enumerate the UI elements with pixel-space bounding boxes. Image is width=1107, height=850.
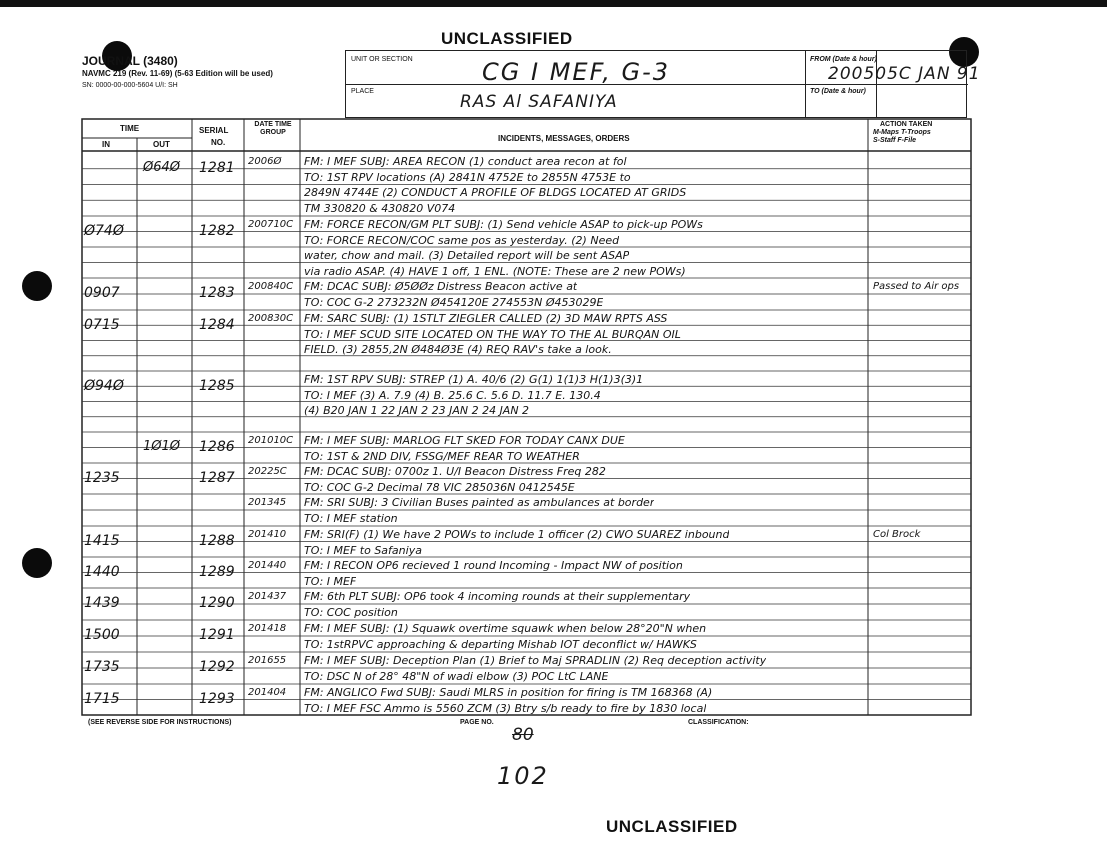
action-taken: Col Brock [873,529,921,540]
message-line: water, chow and mail. (3) Detailed report will be sent ASAP [304,249,630,262]
unit-label: UNIT OR SECTION [351,56,413,63]
message-line: FM: I MEF SUBJ: AREA RECON (1) conduct area recon at fol [304,155,627,168]
time-in: 1715 [84,690,120,707]
date-time-group: 200710C [248,219,294,230]
time-out: 1Ø1Ø [143,438,181,454]
serial-number: 1283 [199,285,235,301]
date-time-group: 200840C [248,281,294,292]
place-label: PLACE [351,88,374,95]
message-line: FM: SRI SUBJ: 3 Civilian Buses painted as ambulances at border [304,496,655,509]
message-line: FM: I RECON OP6 recieved 1 round Incoming - Impact NW of position [304,559,683,572]
from-value: 200505C JAN 91 [828,64,981,84]
time-in: Ø94Ø [84,378,124,394]
place-value: RAS Al SAFANIYA [460,92,618,112]
time-in: 1735 [84,659,120,675]
time-in: 1439 [84,595,120,611]
message-line: TO: DSC N of 28° 48"N of wadi elbow (3) POC LtC LANE [304,669,609,683]
message-line: TO: COC G-2 273232N Ø454120E 274553N Ø453029E [304,295,604,309]
message-line: (4) B20 JAN 1 22 JAN 2 23 JAN 2 24 JAN 2 [304,404,530,417]
message-line: TO: 1ST RPV locations (A) 2841N 4752E to 2855N 4753E to [304,170,631,184]
col-action-codes-1: M-Maps T-Troops [873,129,931,136]
message-line: TO: COC G-2 Decimal 78 VIC 285036N 0412545E [304,480,575,494]
serial-number: 1281 [199,160,235,176]
message-line: FIELD. (3) 2855,2N Ø484Ø3E (4) REQ RAV's take a look. [304,343,612,356]
time-in: 1440 [84,563,120,580]
message-line: FM: ANGLICO Fwd SUBJ: Saudi MLRS in position for firing is TM 168368 (A) [304,686,713,699]
message-line: FM: SARC SUBJ: (1) 1STLT ZIEGLER CALLED (2) 3D MAW RPTS ASS [304,312,668,325]
message-line: TO: FORCE RECON/COC same pos as yesterday. (2) Need [304,233,620,247]
serial-number: 1288 [199,532,235,549]
col-incidents: INCIDENTS, MESSAGES, ORDERS [498,134,630,143]
serial-number: 1292 [199,659,235,675]
message-line: TO: 1ST & 2ND DIV, FSSG/MEF REAR TO WEATHER [304,449,580,463]
date-time-group: 201410 [248,529,287,540]
date-time-group: 201655 [248,655,287,666]
serial-number: 1284 [199,317,235,333]
date-time-group: 2006Ø [248,156,282,167]
col-serial-no: NO. [211,138,226,147]
time-in: 0715 [84,317,120,333]
serial-number: 1285 [199,378,235,394]
date-time-group: 201010C [248,435,294,446]
message-line: FM: I MEF SUBJ: MARLOG FLT SKED FOR TODAY CANX DUE [304,434,625,447]
from-label: FROM (Date & hour) [810,56,877,63]
message-line: FM: DCAC SUBJ: 0700z 1. U/I Beacon Distress Freq 282 [304,465,606,478]
classification-top: UNCLASSIFIED [441,29,573,48]
footer-page-label: PAGE NO. [460,719,494,726]
message-line: FM: I MEF SUBJ: Deception Plan (1) Brief to Maj SPRADLIN (2) Req deception activity [304,654,767,667]
date-time-group: 201440 [248,560,287,571]
col-in: IN [102,140,110,149]
serial-number: 1290 [199,595,235,611]
time-in: Ø74Ø [84,223,124,239]
date-time-group: 201345 [248,497,287,508]
col-out: OUT [153,140,170,149]
time-in: 1415 [84,532,120,549]
message-line: FM: 6th PLT SUBJ: OP6 took 4 incoming rounds at their supplementary [304,590,691,603]
message-line: FM: I MEF SUBJ: (1) Squawk overtime squawk when below 28°20"N when [304,622,707,635]
time-out: Ø64Ø [143,160,181,175]
action-taken: Passed to Air ops [873,281,960,292]
serial-number: 1287 [199,469,235,486]
time-in: 1235 [84,469,120,486]
handwritten-page-number: 102 [497,762,549,790]
date-time-group: 201418 [248,623,287,634]
message-line: FM: DCAC SUBJ: Ø5ØØz Distress Beacon active at [304,280,578,293]
date-time-group: 200830C [248,313,294,324]
date-time-group: 20225C [248,466,287,477]
message-line: TO: 1stRPVC approaching & departing Mishab IOT deconflict w/ HAWKS [304,637,697,651]
message-line: FM: FORCE RECON/GM PLT SUBJ: (1) Send vehicle ASAP to pick-up POWs [304,218,703,231]
message-line: TO: I MEF station [304,511,398,525]
message-line: TO: COC position [304,605,398,619]
footer-classification-label: CLASSIFICATION: [688,719,749,726]
message-line: FM: SRI(F) (1) We have 2 POWs to include 1 officer (2) CWO SUAREZ inbound [304,528,730,541]
message-line: TO: I MEF FSC Ammo is 5560 ZCM (3) Btry s/b ready to fire by 1830 local [304,701,707,715]
col-action-codes-2: S-Staff F-File [873,137,917,144]
serial-number: 1289 [199,563,235,580]
date-time-group: 201404 [248,687,287,698]
time-in: 0907 [84,285,120,301]
serial-number: 1293 [199,690,235,707]
message-line: FM: 1ST RPV SUBJ: STREP (1) A. 40/6 (2) G(1) 1(1)3 H(1)3(3)1 [304,373,644,386]
footer-instructions: (SEE REVERSE SIDE FOR INSTRUCTIONS) [88,719,232,726]
message-line: via radio ASAP. (4) HAVE 1 off, 1 ENL. (NOTE: These are 2 new POWs) [304,264,686,278]
serial-number: 1291 [199,627,235,643]
message-line: TO: I MEF [304,574,357,588]
classification-bottom: UNCLASSIFIED [606,817,738,836]
message-line: TO: I MEF (3) A. 7.9 (4) B. 25.6 C. 5.6 D. 11.7 E. 130.4 [304,388,601,402]
date-time-group: 201437 [248,591,287,602]
message-line: TO: I MEF SCUD SITE LOCATED ON THE WAY TO THE AL BURQAN OIL [304,327,681,341]
footer-page-value: 80 [512,725,534,745]
serial-number: 1286 [199,438,235,455]
serial-number: 1282 [199,223,235,239]
col-action: ACTION TAKEN [880,121,933,128]
col-dtg: DATE TIME GROUP [254,121,292,136]
col-serial: SERIAL [199,126,229,135]
unit-value: CG I MEF, G-3 [482,58,671,86]
message-line: 2849N 4744E (2) CONDUCT A PROFILE OF BLDGS LOCATED AT GRIDS [304,186,687,199]
time-in: 1500 [84,627,120,643]
message-line: TM 330820 & 430820 V074 [304,201,456,215]
form-title: JOURNAL (3480) [82,54,178,68]
form-stock-number: SN: 0000-00-000-5604 U/I: SH [82,82,178,89]
message-line: TO: I MEF to Safaniya [304,543,422,557]
to-label: TO (Date & hour) [810,88,866,95]
col-time: TIME [120,124,140,133]
form-designation: NAVMC 219 (Rev. 11-69) (5-63 Edition will be used) [82,69,273,78]
